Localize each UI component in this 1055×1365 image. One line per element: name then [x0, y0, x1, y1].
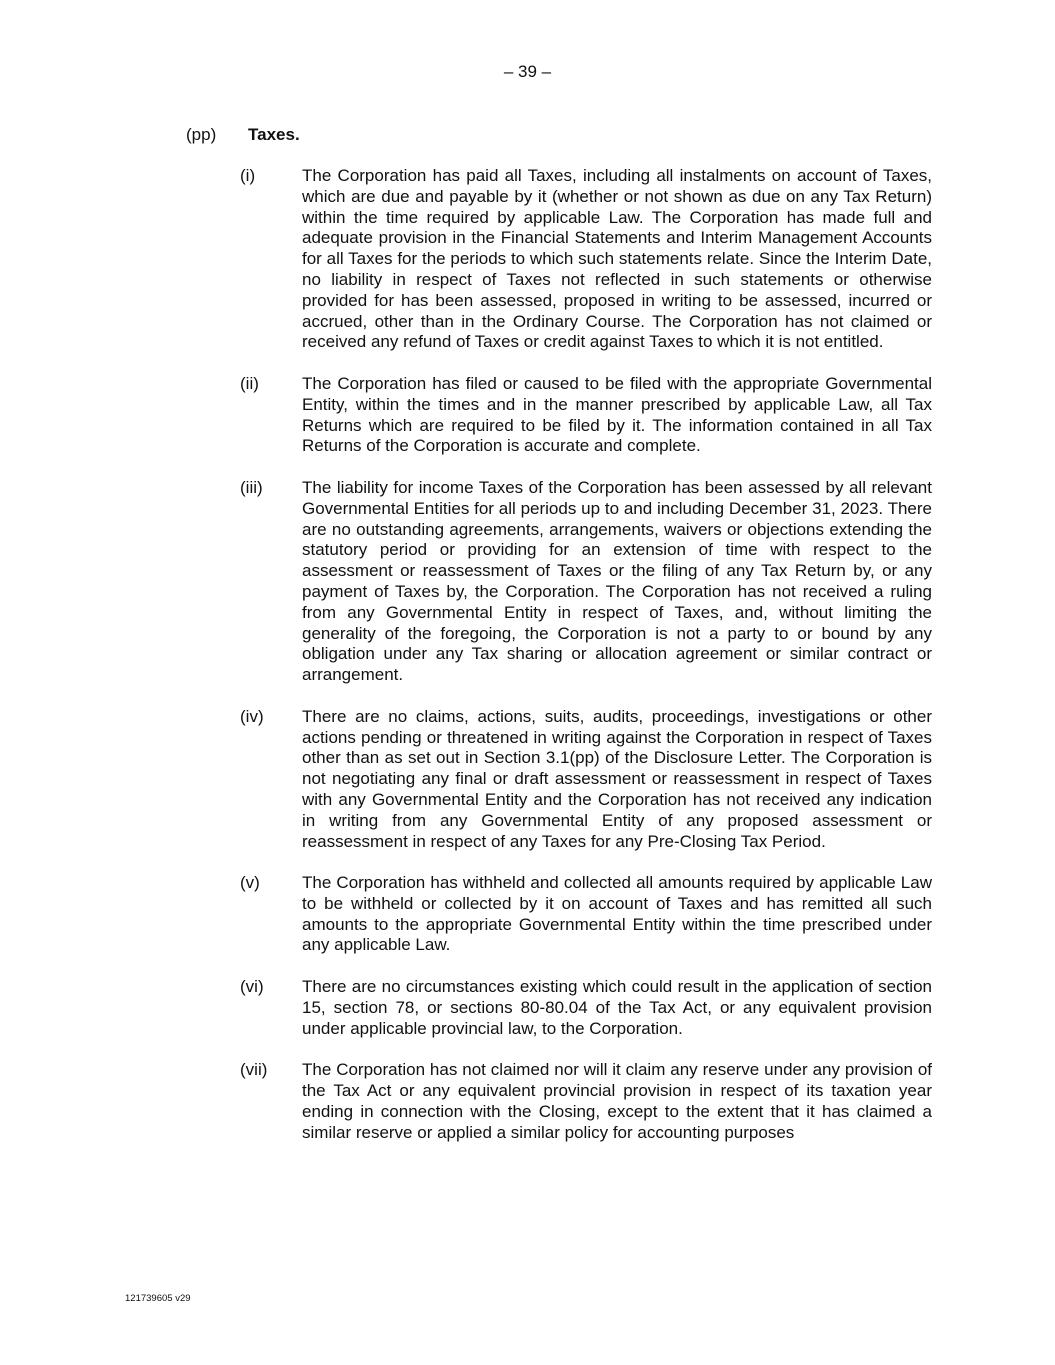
section-title: Taxes.: [248, 125, 300, 144]
clause-number: (v): [240, 873, 260, 893]
clause-number: (iv): [240, 706, 264, 726]
clause-iv: [240, 707, 932, 853]
clause-number: (vii): [240, 1060, 268, 1080]
clause-text: The Corporation has withheld and collected all amounts required by applicable Law to be withheld or collected by it on account of Taxes and has remitted all such amounts to the appropriate Governmental Entity within the time prescribed under any applicable Law.: [302, 873, 932, 955]
section-number: (pp): [186, 125, 217, 144]
clause-number: (iii): [240, 477, 263, 497]
clause-text: The Corporation has not claimed nor will it claim any reserve under any provision of the Tax Act or any equivalent provincial provision in respect of its taxation year ending in connection with the Closing, except to the extent that it has claimed a similar reserve or applied a similar policy for accounting purposes: [302, 1060, 932, 1142]
clause-number: (i): [240, 166, 256, 185]
page-number: – 39 –: [503, 62, 552, 81]
clause-i: [240, 166, 932, 353]
clause-ii: [240, 374, 932, 457]
clause-text: The liability for income Taxes of the Corporation has been assessed by all relevant Governmental Entities for all periods up to and including December 31, 2023. There are no outstanding agreements, arrangements, waivers or objections extending the statutory period or providing for an extension of time with respect to the assessment or reassessment of Taxes or the filing of any Tax Return by, or any payment of Taxes by, the Corporation. The Corporation has not received a ruling from any Governmental Entity in respect of Taxes, and, without limiting the generality of the foregoing, the Corporation is not a party to or bound by any obligation under any Tax sharing or allocation agreement or similar contract or arrangement.: [302, 477, 932, 685]
clause-vi: [240, 977, 932, 1039]
document-id: 121739605 v29: [125, 1293, 191, 1304]
clause-text: There are no circumstances existing which could result in the application of section 15, section 78, or sections 80-80.04 of the Tax Act, or any equivalent provision under applicable provincial law, to the Corporation.: [302, 977, 932, 1038]
clause-number: (ii): [240, 373, 259, 393]
clause-text: There are no claims, actions, suits, audits, proceedings, investigations or other actions pending or threatened in writing against the Corporation in respect of Taxes other than as set out in Section 3.1(pp) of the Disclosure Letter. The Corporation is not negotiating any final or draft assessment or reassessment in respect of Taxes with any Governmental Entity and the Corporation has not received any indication in writing from any Governmental Entity of any proposed assessment or reassessment in respect of any Taxes for any Pre-Closing Tax Period.: [302, 706, 932, 851]
clause-v: [240, 873, 932, 956]
clause-number: (vi): [240, 977, 264, 997]
clause-iii: [240, 478, 932, 686]
clause-text: The Corporation has paid all Taxes, including all instalments on account of Taxes, which are due and payable by it (whether or not shown as due on any Tax Return) within the time required by applicable Law. The Corporation has made full and adequate provision in the Financial Statements and Interim Management Accounts for all Taxes for the periods to which such statements relate. Since the Interim Date, no liability in respect of Taxes not reflected in such statements or otherwise provided for has been assessed, proposed in writing to be assessed, incurred or accrued, other than in the Ordinary Course. The Corporation has not claimed or received any refund of Taxes or credit against Taxes to which it is not entitled.: [302, 166, 932, 352]
clause-vii: [240, 1060, 932, 1143]
clause-list: [240, 166, 932, 1164]
section-heading: [186, 125, 300, 145]
clause-text: The Corporation has filed or caused to be filed with the appropriate Governmental Entity, within the times and in the manner prescribed by applicable Law, all Tax Returns which are required to be filed by it. The information contained in all Tax Returns of the Corporation is accurate and complete.: [302, 373, 932, 456]
